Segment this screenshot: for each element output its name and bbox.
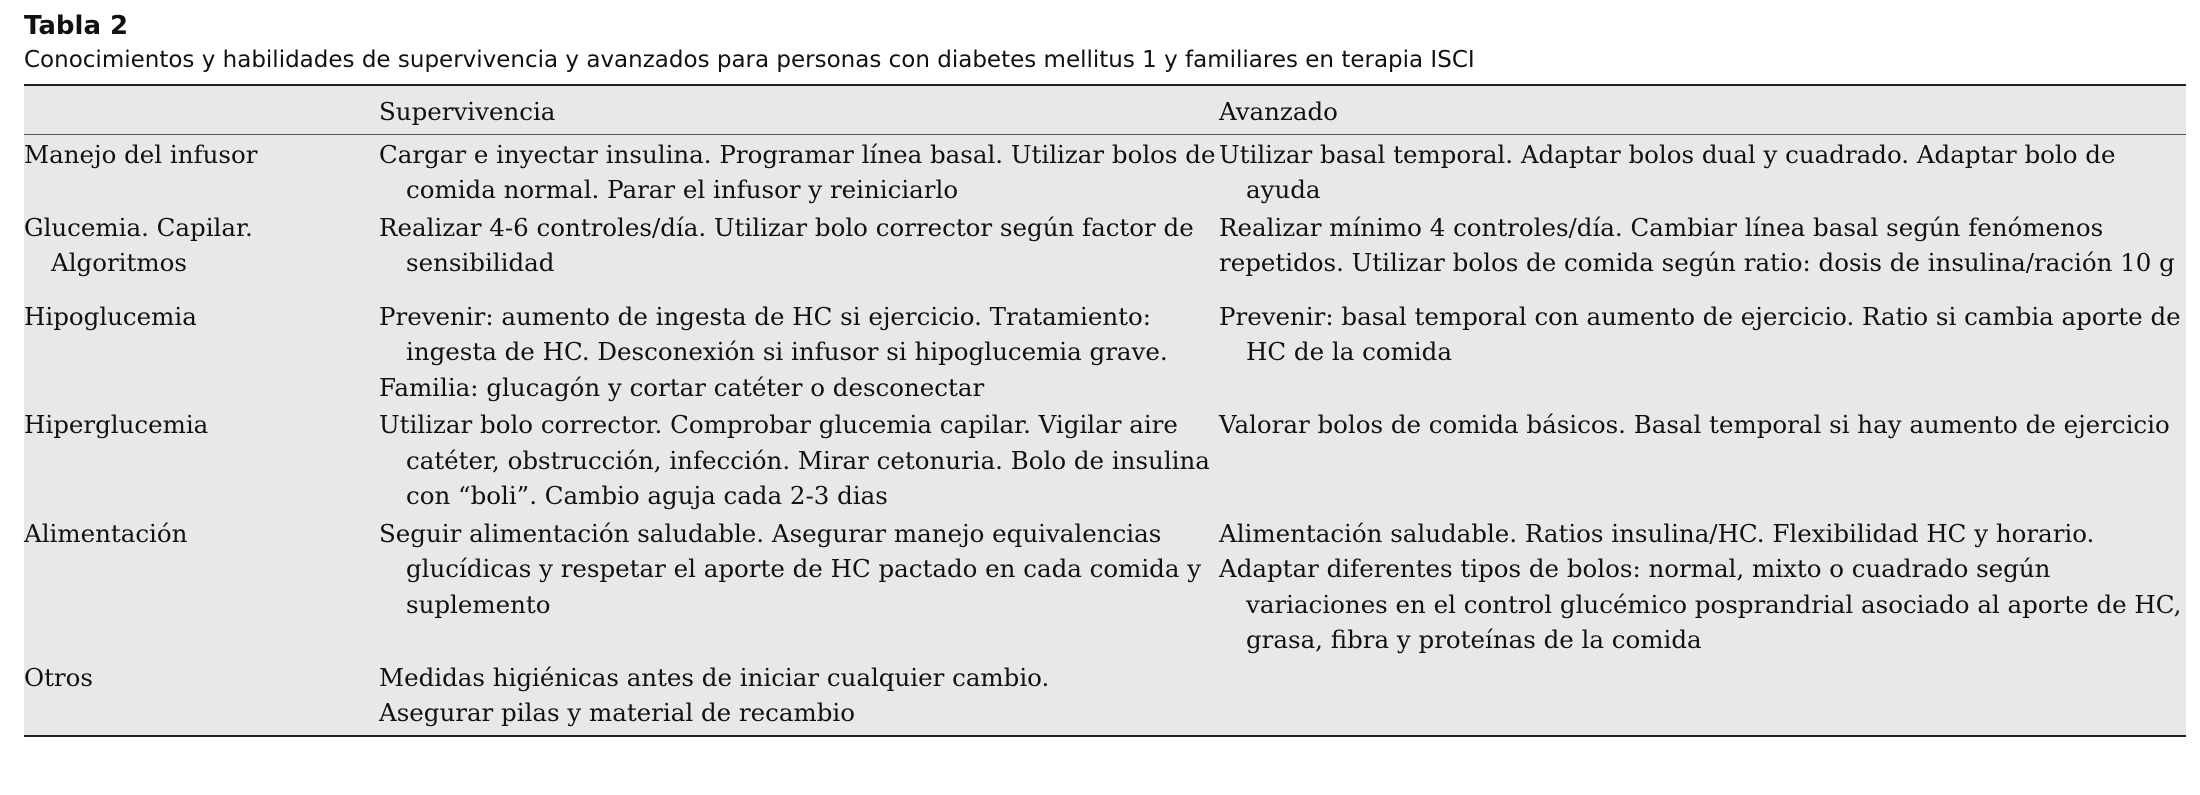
cell-paragraph: Alimentación saludable. Ratios insulina/HC. Flexibilidad HC y horario. xyxy=(1219,518,2095,548)
cell-paragraph: Cargar e inyectar insulina. Programar línea basal. Utilizar bolos de comida normal. Parar el infusor y reiniciarlo xyxy=(379,139,1216,204)
table-label: Tabla 2 xyxy=(24,11,129,41)
supervivencia-cell xyxy=(379,134,1219,208)
table-row xyxy=(24,658,2186,735)
table-header-row xyxy=(24,86,2186,134)
row-label-cell xyxy=(24,208,379,297)
avanzado-cell xyxy=(1219,297,2186,406)
avanzado-cell xyxy=(1219,208,2186,297)
row-label-cell xyxy=(24,134,379,208)
row-label-cell xyxy=(24,514,379,658)
cell-paragraph: Utilizar basal temporal. Adaptar bolos dual y cuadrado. Adaptar bolo de ayuda xyxy=(1219,139,2116,204)
header-empty xyxy=(24,86,379,134)
row-label: Glucemia. Capilar. Algoritmos xyxy=(24,212,253,277)
row-label: Hiperglucemia xyxy=(24,410,209,439)
row-label: Manejo del infusor xyxy=(24,139,258,169)
supervivencia-cell xyxy=(379,514,1219,658)
row-label-cell xyxy=(24,405,379,514)
cell-paragraph: Utilizar bolo corrector. Comprobar glucemia capilar. Vigilar aire catéter, obstrucción, infección. Mirar cetonuria. Bolo de insulina con “boli”. Cambio aguja cada 2-3 dias xyxy=(379,410,1210,510)
cell-paragraph: Valorar bolos de comida básicos. Basal temporal si hay aumento de ejercicio xyxy=(1219,410,2170,439)
table-caption: Conocimientos y habilidades de supervivencia y avanzados para personas con diabetes mellitus 1 y familiares en terapia ISCI xyxy=(24,47,1475,73)
table-row xyxy=(24,297,2186,406)
avanzado-cell xyxy=(1219,134,2186,208)
cell-paragraph: Prevenir: aumento de ingesta de HC si ejercicio. Tratamiento: ingesta de HC. Desconexión si infusor si hipoglucemia grave. xyxy=(379,301,1168,366)
table-figure xyxy=(24,10,2186,76)
header-supervivencia: Supervivencia xyxy=(379,86,1219,134)
row-label: Alimentación xyxy=(24,518,188,548)
avanzado-cell xyxy=(1219,405,2186,514)
row-label: Otros xyxy=(24,662,93,692)
cell-paragraph: Adaptar diferentes tipos de bolos: normal, mixto o cuadrado según variaciones en el control glucémico posprandrial asociado al aporte de HC, grasa, fibra y proteínas de la comida xyxy=(1219,554,2182,654)
cell-paragraph: Asegurar pilas y material de recambio xyxy=(379,698,855,727)
supervivencia-cell xyxy=(379,405,1219,514)
data-table-container xyxy=(24,84,2186,737)
supervivencia-cell xyxy=(379,658,1219,735)
cell-paragraph: Familia: glucagón y cortar catéter o desconectar xyxy=(379,372,985,402)
table-row xyxy=(24,405,2186,514)
table-row xyxy=(24,208,2186,297)
cell-paragraph: Realizar mínimo 4 controles/día. Cambiar línea basal según fenómenos repetidos. Utilizar bolos de comida según ratio: dosis de insulina/ración 10 g xyxy=(1219,212,2175,277)
supervivencia-cell xyxy=(379,208,1219,297)
cell-paragraph: Medidas higiénicas antes de iniciar cualquier cambio. xyxy=(379,662,1050,692)
table-row xyxy=(24,514,2186,658)
supervivencia-cell xyxy=(379,297,1219,406)
row-label: Hipoglucemia xyxy=(24,301,197,331)
avanzado-cell xyxy=(1219,658,2186,735)
cell-paragraph: Seguir alimentación saludable. Asegurar manejo equivalencias glucídicas y respetar el aporte de HC pactado en cada comida y suplemento xyxy=(379,518,1202,619)
table-body xyxy=(24,134,2186,735)
cell-paragraph: Realizar 4-6 controles/día. Utilizar bolo corrector según factor de sensibilidad xyxy=(379,212,1194,277)
data-table xyxy=(24,86,2186,735)
header-avanzado: Avanzado xyxy=(1219,86,2186,134)
cell-paragraph: Prevenir: basal temporal con aumento de ejercicio. Ratio si cambia aporte de HC de la comida xyxy=(1219,301,2181,366)
table-row xyxy=(24,134,2186,208)
row-label-cell xyxy=(24,297,379,406)
row-label-cell xyxy=(24,658,379,735)
avanzado-cell xyxy=(1219,514,2186,658)
